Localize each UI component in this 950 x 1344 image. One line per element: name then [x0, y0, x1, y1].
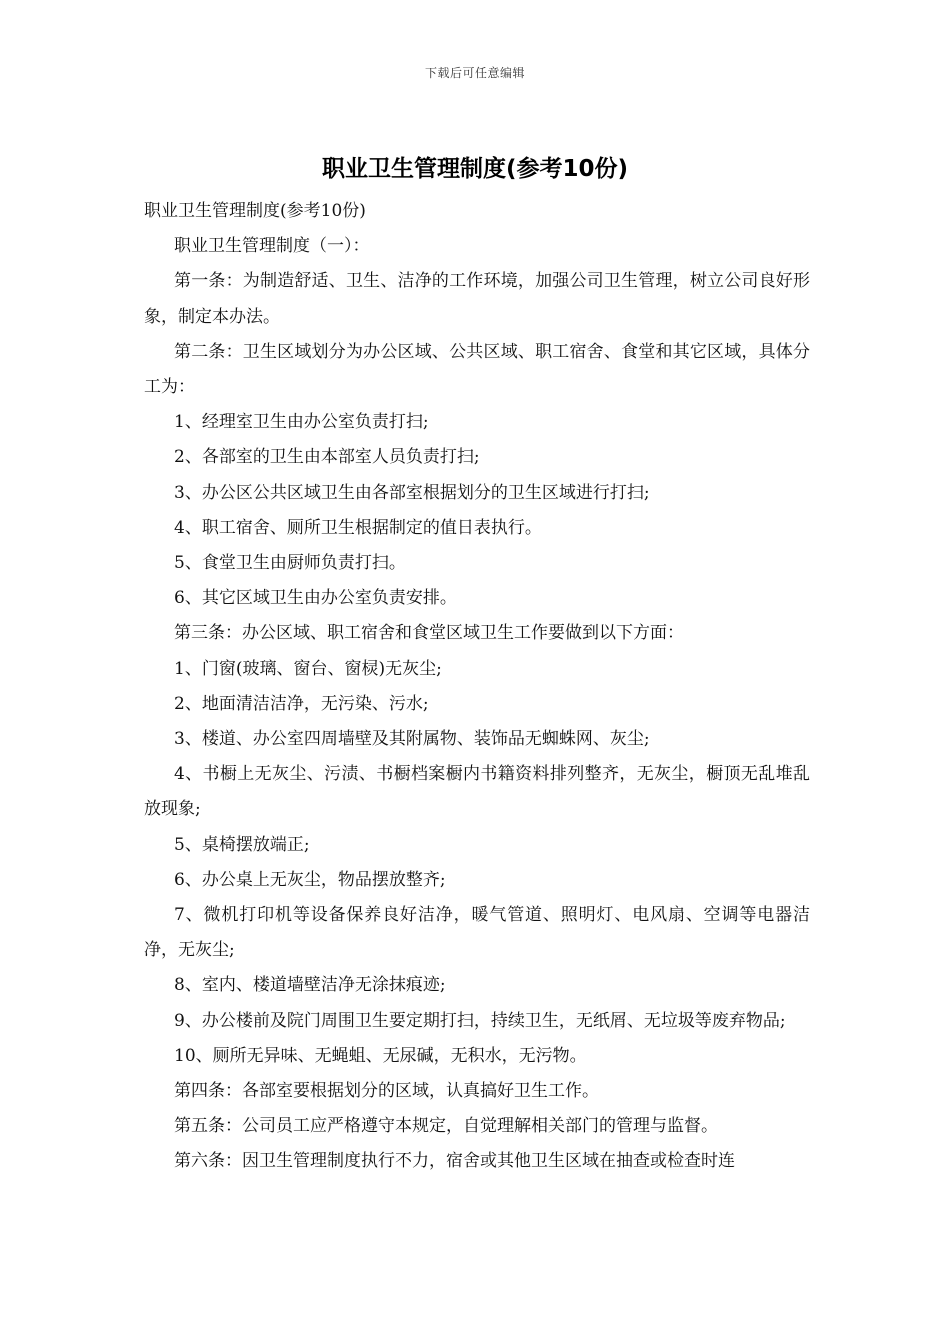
paragraph: 1、门窗(玻璃、窗台、窗棂)无灰尘; [174, 658, 442, 679]
paragraph: 9、办公楼前及院门周围卫生要定期打扫，持续卫生，无纸屑、无垃圾等废弃物品; [174, 1010, 786, 1031]
paragraph: 5、桌椅摆放端正; [174, 834, 310, 855]
paragraph: 3、办公区公共区域卫生由各部室根据划分的卫生区域进行打扫; [174, 482, 650, 503]
document-title: 职业卫生管理制度(参考10份) [321, 156, 629, 182]
paragraph: 6、办公桌上无灰尘，物品摆放整齐; [174, 869, 446, 890]
paragraph: 5、食堂卫生由厨师负责打扫。 [174, 553, 406, 574]
document-body [144, 194, 810, 1180]
paragraph: 3、楼道、办公室四周墙壁及其附属物、装饰品无蜘蛛网、灰尘; [174, 729, 650, 750]
paragraph: 10、厕所无异味、无蝇蛆、无尿碱，无积水，无污物。 [174, 1045, 587, 1066]
paragraph: 6、其它区域卫生由办公室负责安排。 [174, 588, 457, 609]
paragraph: 2、各部室的卫生由本部室人员负责打扫; [174, 447, 480, 468]
paragraph: 第四条：各部室要根据划分的区域，认真搞好卫生工作。 [174, 1081, 599, 1102]
paragraph: 第二条：卫生区域划分为办公区域、公共区域、职工宿舍、食堂和其它区域，具体分工为： [144, 341, 810, 398]
header-note: 下载后可任意编辑 [424, 66, 525, 80]
paragraph: 第六条：因卫生管理制度执行不力，宿舍或其他卫生区域在抽查或检查时连 [174, 1151, 735, 1172]
paragraph: 职业卫生管理制度（一）： [174, 236, 370, 257]
paragraph: 1、经理室卫生由办公室负责打扫; [174, 412, 429, 433]
paragraph: 7、微机打印机等设备保养良好洁净，暖气管道、照明灯、电风扇、空调等电器洁净，无灰尘; [144, 905, 810, 961]
paragraph: 第五条：公司员工应严格遵守本规定，自觉理解相关部门的管理与监督。 [174, 1116, 718, 1137]
paragraph: 职业卫生管理制度(参考10份) [144, 201, 366, 221]
paragraph: 2、地面清洁洁净，无污染、污水; [174, 693, 429, 714]
paragraph: 8、室内、楼道墙壁洁净无涂抹痕迹; [174, 975, 446, 996]
paragraph: 4、职工宿舍、厕所卫生根据制定的值日表执行。 [174, 517, 542, 538]
paragraph: 第三条：办公区域、职工宿舍和食堂区域卫生工作要做到以下方面： [174, 623, 684, 644]
paragraph: 4、书橱上无灰尘、污渍、书橱档案橱内书籍资料排列整齐，无灰尘，橱顶无乱堆乱放现象; [144, 764, 810, 820]
paragraph: 第一条：为制造舒适、卫生、洁净的工作环境，加强公司卫生管理，树立公司良好形象，制定本办法。 [144, 271, 810, 327]
